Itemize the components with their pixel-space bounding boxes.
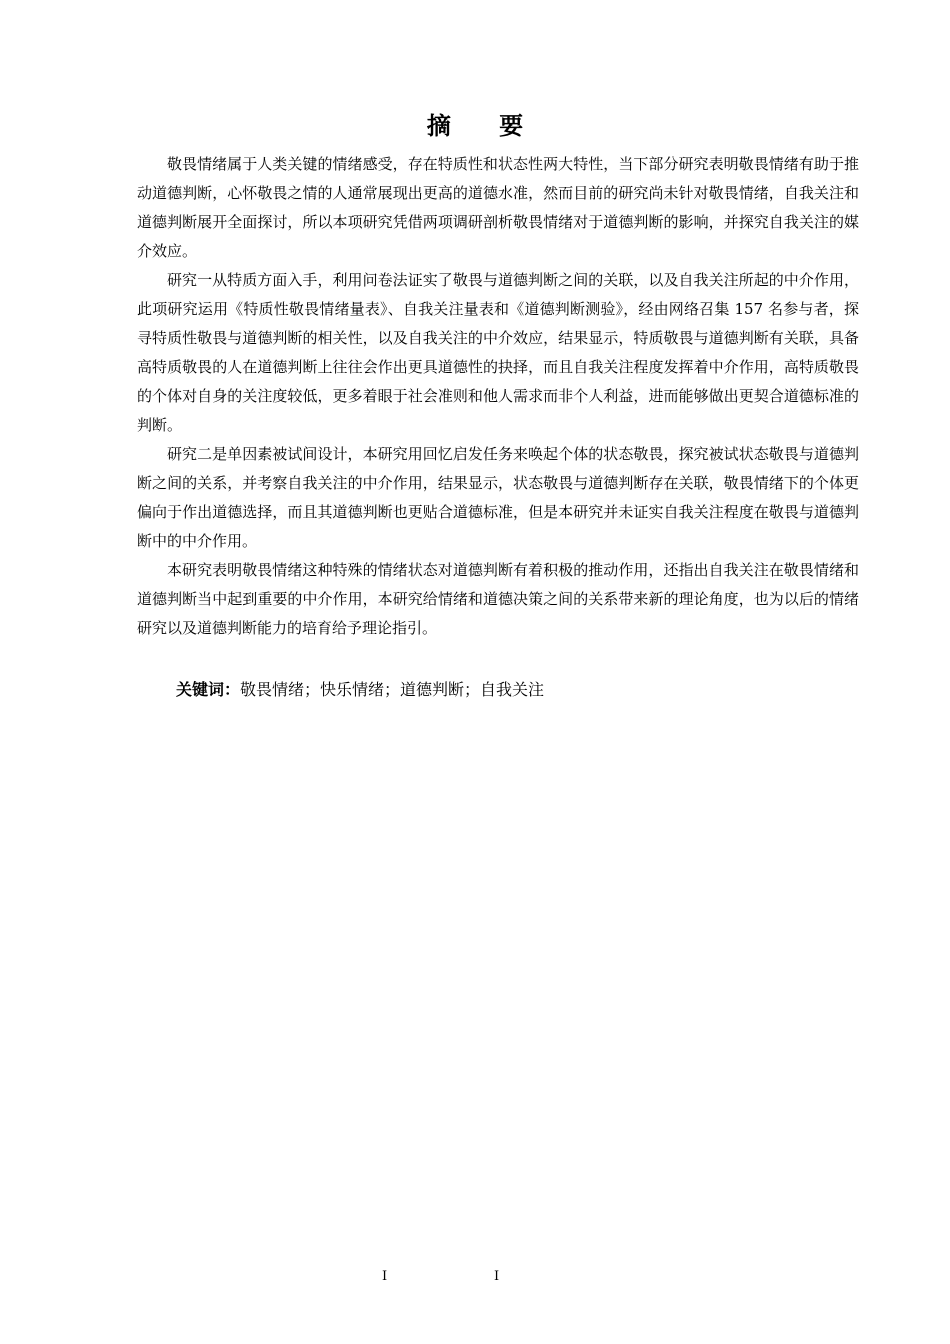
- abstract-paragraph-1: 敬畏情绪属于人类关键的情绪感受，存在特质性和状态性两大特性，当下部分研究表明敬畏情绪有助于推动道德判断，心怀敬畏之情的人通常展现出更高的道德水准，然而目前的研究尚未针对敬畏情绪，自我关注和道德判断展开全面探讨，所以本项研究凭借两项调研剖析敬畏情绪对于道德判断的影响，并探究自我关注的媒介效应。: [137, 155, 859, 260]
- abstract-paragraph-3: 研究二是单因素被试间设计，本研究用回忆启发任务来唤起个体的状态敬畏，探究被试状态敬畏与道德判断之间的关系，并考察自我关注的中介作用，结果显示，状态敬畏与道德判断存在关联，敬畏情绪下的个体更偏向于作出道德选择，而且其道德判断也更贴合道德标准，但是本研究并未证实自我关注程度在敬畏与道德判断中的中介作用。: [137, 445, 859, 550]
- page-number-right: I: [494, 1269, 500, 1284]
- keywords-line: [176, 676, 544, 704]
- abstract-title: 摘 要: [426, 112, 544, 140]
- page-number-left: I: [382, 1269, 388, 1284]
- abstract-paragraph-4: 本研究表明敬畏情绪这种特殊的情绪状态对道德判断有着积极的推动作用，还指出自我关注在敬畏情绪和道德判断当中起到重要的中介作用，本研究给情绪和道德决策之间的关系带来新的理论角度，也为以后的情绪研究以及道德判断能力的培育给予理论指引。: [137, 561, 859, 637]
- abstract-body: [137, 150, 859, 643]
- keywords-label: 关键词：: [176, 680, 241, 699]
- abstract-paragraph-2: 研究一从特质方面入手，利用问卷法证实了敬畏与道德判断之间的关联，以及自我关注所起的中介作用，此项研究运用《特质性敬畏情绪量表》、自我关注量表和《道德判断测验》，经由网络召集 157 名参与者，探寻特质性敬畏与道德判断的相关性，以及自我关注的中介效应，结果显示，特质敬畏与道德判断有关联，具备高特质敬畏的人在道德判断上往往会作出更具道德性的抉择，而且自我关注程度发挥着中介作用，高特质敬畏的个体对自身的关注度较低，更多着眼于社会准则和他人需求而非个人利益，进而能够做出更契合道德标准的判断。: [137, 271, 859, 434]
- keywords-value: 敬畏情绪；快乐情绪；道德判断；自我关注: [240, 680, 545, 699]
